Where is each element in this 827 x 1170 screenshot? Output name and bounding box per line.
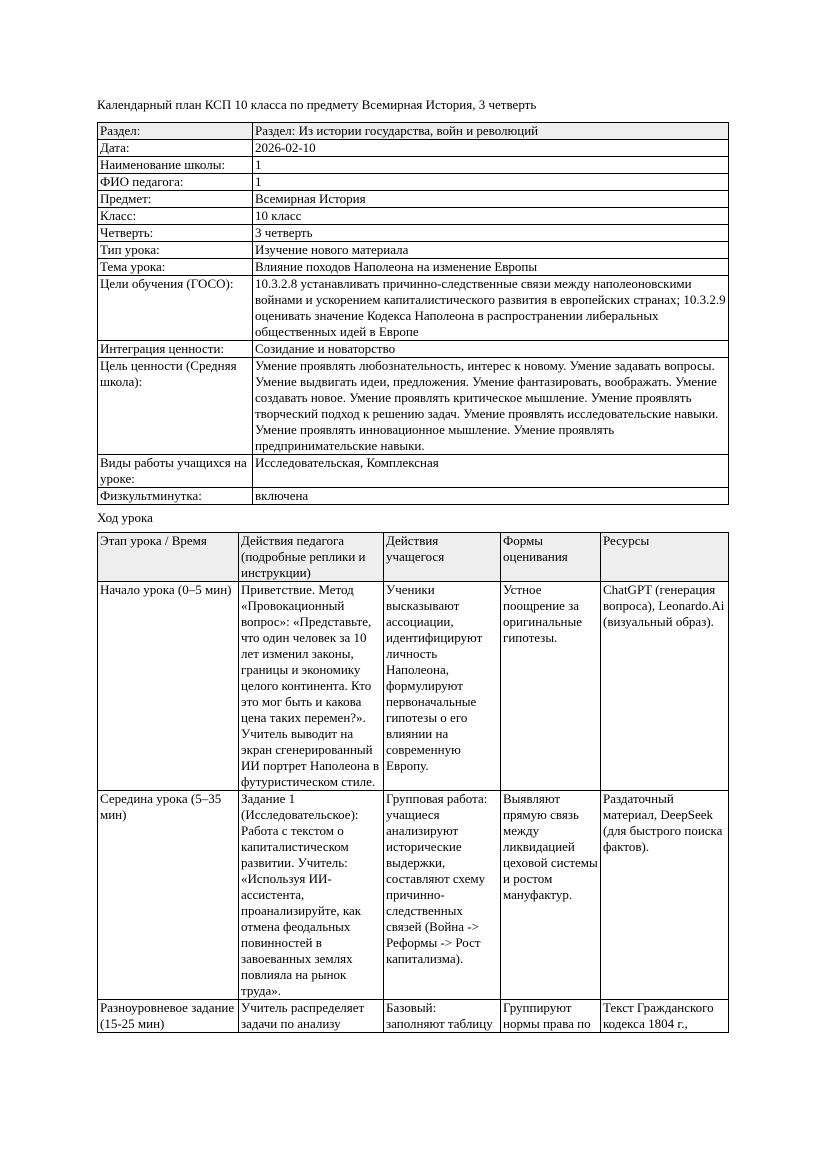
table-row [98, 488, 729, 505]
column-header-student-actions: Действия учащегося [384, 533, 501, 582]
page-content [97, 97, 728, 1033]
info-value: Раздел: Из истории государства, войн и революций [253, 123, 729, 140]
info-value: Исследовательская, Комплексная [253, 455, 729, 488]
info-value: 1 [253, 157, 729, 174]
info-label: Интеграция ценности: [98, 341, 253, 358]
info-label: Цель ценности (Средняя школа): [98, 358, 253, 455]
table-row [98, 1000, 729, 1033]
info-label: ФИО педагога: [98, 174, 253, 191]
info-value: Умение проявлять любознательность, интерес к новому. Умение задавать вопросы. Умение выдвигать идеи, предложения. Умение фантазировать, воображать. Умение создавать новое. Умение проявлять критическое мышление. Умение проявлять творческий подход к решению задач. Умение проявлять исследовательские навыки. Умение проявлять инновационное мышление. Умение проявлять предпринимательские навыки. [253, 358, 729, 455]
table-row [98, 242, 729, 259]
header-row [98, 533, 729, 582]
table-row [98, 276, 729, 341]
info-label: Тема урока: [98, 259, 253, 276]
info-label: Класс: [98, 208, 253, 225]
assessment-cell: Устное поощрение за оригинальные гипотезы. [501, 582, 601, 791]
table-row [98, 140, 729, 157]
info-value: включена [253, 488, 729, 505]
table-row [98, 157, 729, 174]
table-row [98, 455, 729, 488]
table-row [98, 341, 729, 358]
table-row [98, 259, 729, 276]
table-row [98, 174, 729, 191]
assessment-cell: Выявляют прямую связь между ликвидацией цеховой системы и ростом мануфактур. [501, 791, 601, 1000]
column-header-assessment: Формы оценивания [501, 533, 601, 582]
section-heading: Ход урока [97, 510, 153, 525]
student-actions-cell: Ученики высказывают ассоциации, идентифицируют личность Наполеона, формулируют первоначальные гипотезы о его влиянии на современную Европу. [384, 582, 501, 791]
table-row [98, 582, 729, 791]
info-value: 2026-02-10 [253, 140, 729, 157]
table-row [98, 791, 729, 1000]
column-header-stage: Этап урока / Время [98, 533, 239, 582]
teacher-actions-cell: Приветствие. Метод «Провокационный вопрос»: «Представьте, что один человек за 10 лет изменил законы, границы и экономику целого континента. Кто это мог быть и какова цена таких перемен?». Учитель выводит на экран сгенерированный ИИ портрет Наполеона в футуристическом стиле. [239, 582, 384, 791]
info-label: Раздел: [98, 123, 253, 140]
table-row [98, 208, 729, 225]
table-row [98, 225, 729, 242]
info-value: Влияние походов Наполеона на изменение Европы [253, 259, 729, 276]
page-title: Календарный план КСП 10 класса по предмету Всемирная История, 3 четверть [97, 97, 537, 112]
info-label: Физкультминутка: [98, 488, 253, 505]
assessment-cell: Группируют нормы права по [501, 1000, 601, 1033]
info-label: Цели обучения (ГОСО): [98, 276, 253, 341]
info-label: Виды работы учащихся на уроке: [98, 455, 253, 488]
info-value: Всемирная История [253, 191, 729, 208]
teacher-actions-cell: Задание 1 (Исследовательское): Работа с текстом о капиталистическом развитии. Учитель: «Используя ИИ-ассистента, проанализируйте, как отмена феодальных повинностей в завоеванных землях повлияла на рынок труда». [239, 791, 384, 1000]
info-label: Предмет: [98, 191, 253, 208]
info-value: 10.3.2.8 устанавливать причинно-следственные связи между наполеоновскими войнами и ускорением капиталистического развития в европейских странах; 10.3.2.9 оценивать значение Кодекса Наполеона в распространении либеральных общественных идей в Европе [253, 276, 729, 341]
lesson-info-table [97, 122, 729, 505]
student-actions-cell: Базовый: заполняют таблицу [384, 1000, 501, 1033]
student-actions-cell: Групповая работа: учащиеся анализируют исторические выдержки, составляют схему причинно-следственных связей (Война -> Реформы -> Рост капитализма). [384, 791, 501, 1000]
info-label: Наименование школы: [98, 157, 253, 174]
info-value: 10 класс [253, 208, 729, 225]
teacher-actions-cell: Учитель распределяет задачи по анализу [239, 1000, 384, 1033]
info-label: Четверть: [98, 225, 253, 242]
column-header-teacher-actions: Действия педагога (подробные реплики и инструкции) [239, 533, 384, 582]
info-value: Изучение нового материала [253, 242, 729, 259]
info-value: Созидание и новаторство [253, 341, 729, 358]
info-value: 3 четверть [253, 225, 729, 242]
column-header-resources: Ресурсы [601, 533, 729, 582]
stage-cell: Разноуровневое задание (15-25 мин) [98, 1000, 239, 1033]
stage-cell: Середина урока (5–35 мин) [98, 791, 239, 1000]
resources-cell: ChatGPT (генерация вопроса), Leonardo.Ai (визуальный образ). [601, 582, 729, 791]
info-value: 1 [253, 174, 729, 191]
info-label: Тип урока: [98, 242, 253, 259]
info-label: Дата: [98, 140, 253, 157]
table-row [98, 123, 729, 140]
table-row [98, 358, 729, 455]
lesson-flow-table [97, 532, 729, 1033]
resources-cell: Текст Гражданского кодекса 1804 г., [601, 1000, 729, 1033]
stage-cell: Начало урока (0–5 мин) [98, 582, 239, 791]
resources-cell: Раздаточный материал, DeepSeek (для быстрого поиска фактов). [601, 791, 729, 1000]
table-row [98, 191, 729, 208]
